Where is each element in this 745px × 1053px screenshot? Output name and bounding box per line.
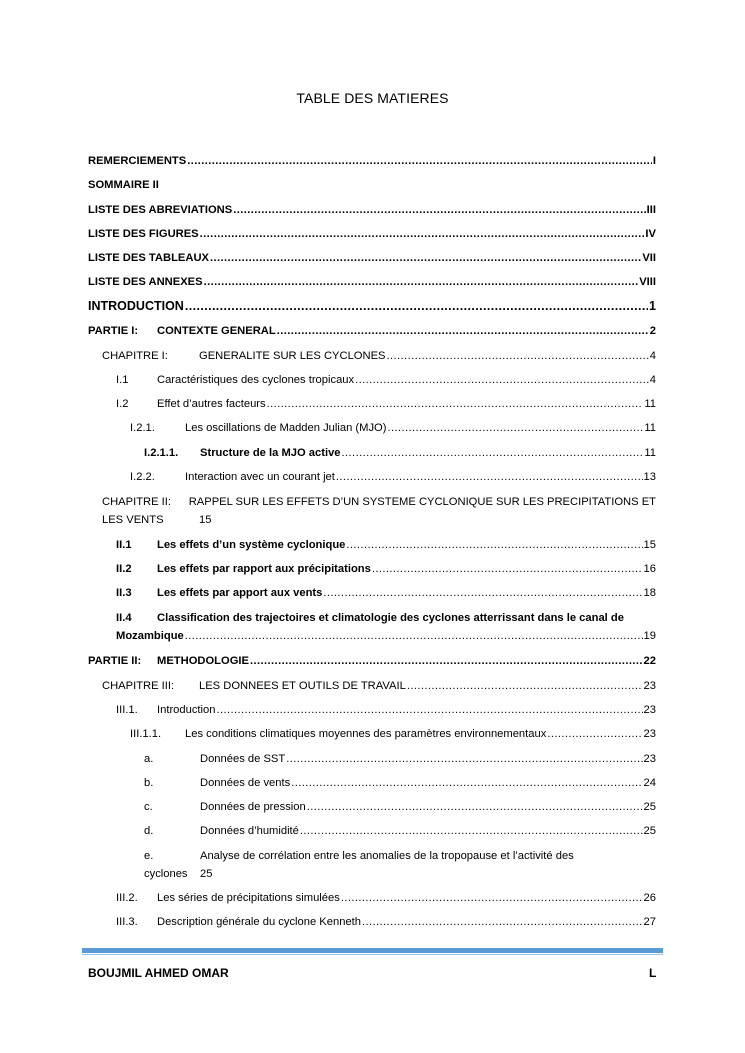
toc-entry[interactable] (116, 702, 656, 718)
toc-label: Effet d’autres facteurs (157, 398, 266, 410)
toc-entry[interactable] (144, 799, 656, 815)
toc-page: VII (642, 252, 656, 264)
toc-number: b. (144, 777, 154, 789)
toc-label: Structure de la MJO active (200, 447, 341, 459)
toc-entry[interactable] (88, 323, 656, 339)
toc-label: Les effets par apport aux vents (157, 587, 323, 599)
toc-page: 23 (643, 753, 656, 765)
toc-number: PARTIE I: (88, 325, 139, 337)
toc-page: 13 (643, 471, 656, 483)
toc-page: 26 (643, 892, 656, 904)
toc-page: 16 (643, 563, 656, 575)
toc-label: Les oscillations de Madden Julian (MJO) (185, 422, 387, 434)
toc-label: CONTEXTE GENERAL (157, 325, 276, 337)
toc-page: III (646, 204, 656, 216)
toc-label: Les conditions climatiques moyennes des paramètres environnementaux (185, 728, 547, 740)
toc-number: III.1. (116, 704, 138, 716)
toc-label: LISTE DES ABREVIATIONS (88, 204, 233, 216)
toc-label: LISTE DES TABLEAUX (88, 252, 209, 264)
toc-page: 25 (200, 868, 213, 880)
toc-label-continued: cyclones (144, 868, 188, 880)
toc-page: 4 (649, 374, 656, 386)
toc-page: 27 (643, 916, 656, 928)
toc-label: LES DONNEES ET OUTILS DE TRAVAIL (199, 680, 406, 692)
toc-entry[interactable] (144, 445, 656, 461)
toc-page: 18 (643, 587, 656, 599)
toc-entry[interactable] (102, 678, 656, 694)
toc-label: Données d’humidité (200, 825, 299, 837)
toc-label: Description générale du cyclone Kenneth (157, 916, 361, 928)
toc-number: I.2 (116, 398, 129, 410)
footer-divider (82, 948, 663, 953)
toc-page: 15 (199, 514, 212, 526)
toc-entry[interactable] (116, 610, 656, 644)
toc-page: 22 (643, 655, 656, 667)
toc-label: Données de pression (200, 801, 306, 813)
footer-page-number: L (649, 966, 657, 980)
toc-number: III.1.1. (130, 728, 162, 740)
toc-page: VIII (639, 276, 656, 288)
toc-number: III.3. (116, 916, 138, 928)
page-title: TABLE DES MATIERES (296, 90, 449, 106)
toc-page: 24 (643, 777, 656, 789)
toc-number: I.2.1.1. (144, 447, 179, 459)
toc-label: Interaction avec un courant jet (185, 471, 335, 483)
toc-number: c. (144, 801, 153, 813)
toc-page: 23 (643, 728, 656, 740)
toc-entry[interactable] (130, 420, 656, 436)
toc-number: II.4 (116, 612, 132, 624)
toc-label: Introduction (157, 704, 216, 716)
toc-entry[interactable] (88, 153, 656, 169)
toc-label: Caractéristiques des cyclones tropicaux (157, 374, 355, 386)
toc-entry[interactable] (116, 396, 656, 412)
toc-label: Les effets d’un système cyclonique (157, 539, 346, 551)
toc-number: I.1 (116, 374, 129, 386)
toc-label-continued: LES VENTS (102, 514, 164, 526)
toc-entry[interactable] (116, 561, 656, 577)
toc-label: INTRODUCTION (88, 299, 184, 313)
toc-entry[interactable] (116, 372, 656, 388)
toc-number: e. (144, 850, 154, 862)
toc-entry[interactable] (144, 751, 656, 767)
toc-page: 11 (644, 422, 656, 434)
toc-page: 11 (644, 447, 656, 459)
toc-label: Données de SST (200, 753, 286, 765)
toc-number: CHAPITRE I: (102, 350, 168, 362)
toc-number: II.2 (116, 563, 132, 575)
toc-entry[interactable] (130, 726, 656, 742)
toc-page: 15 (643, 539, 656, 551)
toc-label: Analyse de corrélation entre les anomalies de la tropopause et l’activité des (200, 850, 574, 862)
toc-entry[interactable] (88, 226, 656, 242)
toc-label: LISTE DES ANNEXES (88, 276, 203, 288)
toc-label-continued: Mozambique (116, 630, 184, 642)
toc-page: 23 (643, 704, 656, 716)
toc-label: Données de vents (200, 777, 291, 789)
toc-label: Les séries de précipitations simulées (157, 892, 340, 904)
toc-entry[interactable] (88, 202, 656, 218)
toc-page: 25 (643, 801, 656, 813)
toc-number: III.2. (116, 892, 138, 904)
toc-entry[interactable] (88, 250, 656, 266)
toc-page: 23 (643, 680, 656, 692)
toc-number: CHAPITRE II: (102, 496, 171, 508)
toc-label: RAPPEL SUR LES EFFETS D’UN SYSTEME CYCLONIQUE SUR LES PRECIPITATIONS ET (188, 496, 656, 508)
toc-label: Les effets par rapport aux précipitations (157, 563, 371, 575)
toc-entry[interactable] (116, 537, 656, 553)
toc-label: SOMMAIRE II (88, 179, 159, 191)
toc-label: LISTE DES FIGURES (88, 228, 199, 240)
footer-author: BOUJMIL AHMED OMAR (88, 966, 229, 980)
toc-entry[interactable] (116, 914, 656, 930)
toc-label: GENERALITE SUR LES CYCLONES (199, 350, 386, 362)
toc-entry[interactable] (88, 274, 656, 290)
toc-entry[interactable] (144, 775, 656, 791)
toc-page: IV (645, 228, 656, 240)
toc-number: I.2.2. (130, 471, 155, 483)
toc-page: 4 (649, 350, 656, 362)
toc-label: REMERCIEMENTS (88, 155, 187, 167)
toc-number: CHAPITRE III: (102, 680, 175, 692)
toc-page: 25 (643, 825, 656, 837)
toc-entry[interactable] (102, 348, 656, 364)
toc-label: METHODOLOGIE (157, 655, 249, 667)
toc-number: II.1 (116, 539, 132, 551)
toc-page: 2 (649, 325, 656, 337)
toc-page: 11 (644, 398, 656, 410)
toc-entry[interactable] (130, 469, 656, 485)
toc-number: I.2.1. (130, 422, 155, 434)
toc-entry[interactable] (144, 823, 656, 839)
toc-page: 1 (649, 299, 656, 313)
footer-divider-accent (82, 954, 663, 955)
toc-label: Classification des trajectoires et climatologie des cyclones atterrissant dans le canal de (157, 612, 624, 624)
toc-entry[interactable] (102, 494, 656, 528)
toc-number: II.3 (116, 587, 132, 599)
toc-page: I (652, 155, 656, 167)
toc-entry[interactable] (88, 653, 656, 669)
toc-entry[interactable] (116, 585, 656, 601)
toc-number: a. (144, 753, 154, 765)
toc-entry[interactable] (88, 177, 656, 193)
toc-entry[interactable] (116, 890, 656, 906)
toc-entry[interactable] (88, 298, 656, 314)
toc-number: d. (144, 825, 154, 837)
toc-entry[interactable] (144, 848, 656, 882)
toc-page: 19 (643, 630, 656, 642)
toc-number: PARTIE II: (88, 655, 142, 667)
